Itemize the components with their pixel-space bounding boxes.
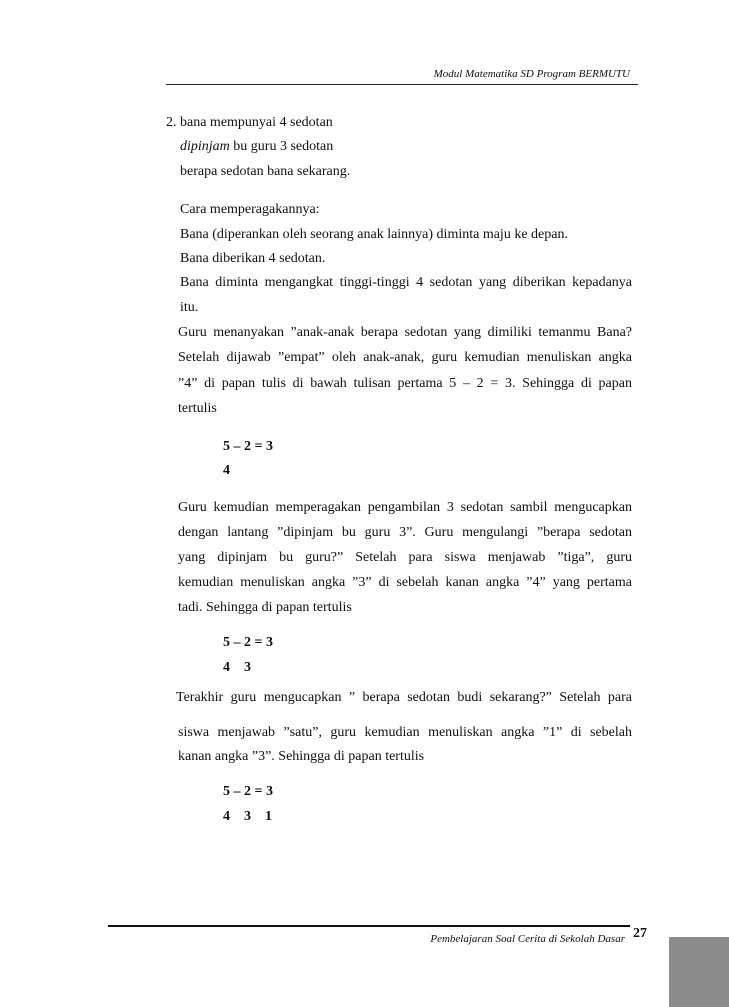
board-equation-2: 5 – 2 = 3 — [223, 635, 273, 650]
para-line: kemudian menuliskan angka ”3” di sebelah kanan angka ”4” yang pertama — [178, 575, 632, 590]
step-line: ”4” di papan tulis di bawah tulisan pertama 5 – 2 = 3. Sehingga di papan — [178, 376, 632, 391]
para-line: Guru kemudian memperagakan pengambilan 3 sedotan sambil mengucapkan — [178, 500, 632, 515]
board-equation-1: 5 – 2 = 3 — [223, 439, 273, 454]
corner-tab — [669, 937, 729, 1007]
footer-rule — [108, 925, 630, 927]
step-line: Bana (diperankan oleh seorang anak lainnya) diminta maju ke depan. — [180, 227, 568, 242]
para-line: Terakhir guru mengucapkan ” berapa sedotan budi sekarang?” Setelah para — [176, 690, 632, 705]
step-line: itu. — [180, 300, 199, 315]
board-row-3: 4 3 1 — [223, 809, 272, 824]
problem-intro: 2. bana mempunyai 4 sedotan — [166, 115, 333, 130]
para-line: tadi. Sehingga di papan tertulis — [178, 600, 352, 615]
step-line: Setelah dijawab ”empat” oleh anak-anak, guru kemudian menuliskan angka — [178, 350, 632, 365]
step-line: Guru menanyakan ”anak-anak berapa sedotan yang dimiliki temanmu Bana? — [178, 325, 632, 340]
steps-heading: Cara memperagakannya: — [180, 202, 320, 217]
problem-line-2 — [180, 138, 632, 156]
problem-line-3: berapa sedotan bana sekarang. — [180, 164, 351, 179]
para-line: yang dipinjam bu guru?” Setelah para siswa menjawab ”tiga”, guru — [178, 550, 632, 565]
board-row-1: 4 — [223, 463, 230, 478]
running-footer: Pembelajaran Soal Cerita di Sekolah Dasar — [430, 933, 625, 945]
para-line: kanan angka ”3”. Sehingga di papan tertulis — [178, 749, 425, 764]
step-line: Bana diberikan 4 sedotan. — [180, 251, 326, 266]
page-number: 27 — [633, 926, 647, 941]
step-line: Bana diminta mengangkat tinggi-tinggi 4 sedotan yang diberikan kepadanya — [180, 275, 632, 290]
para-line: dengan lantang ”dipinjam bu guru 3”. Guru mengulangi ”berapa sedotan — [178, 525, 632, 540]
problem-line-2-italic: dipinjam — [180, 139, 230, 154]
problem-line-2-rest: bu guru 3 sedotan — [229, 139, 334, 154]
running-header: Modul Matematika SD Program BERMUTU — [433, 68, 630, 80]
board-row-2: 4 3 — [223, 660, 251, 675]
header-rule — [166, 84, 638, 85]
step-line: tertulis — [178, 401, 217, 416]
board-equation-3: 5 – 2 = 3 — [223, 784, 273, 799]
para-line: siswa menjawab ”satu”, guru kemudian menuliskan angka ”1” di sebelah — [178, 725, 632, 740]
